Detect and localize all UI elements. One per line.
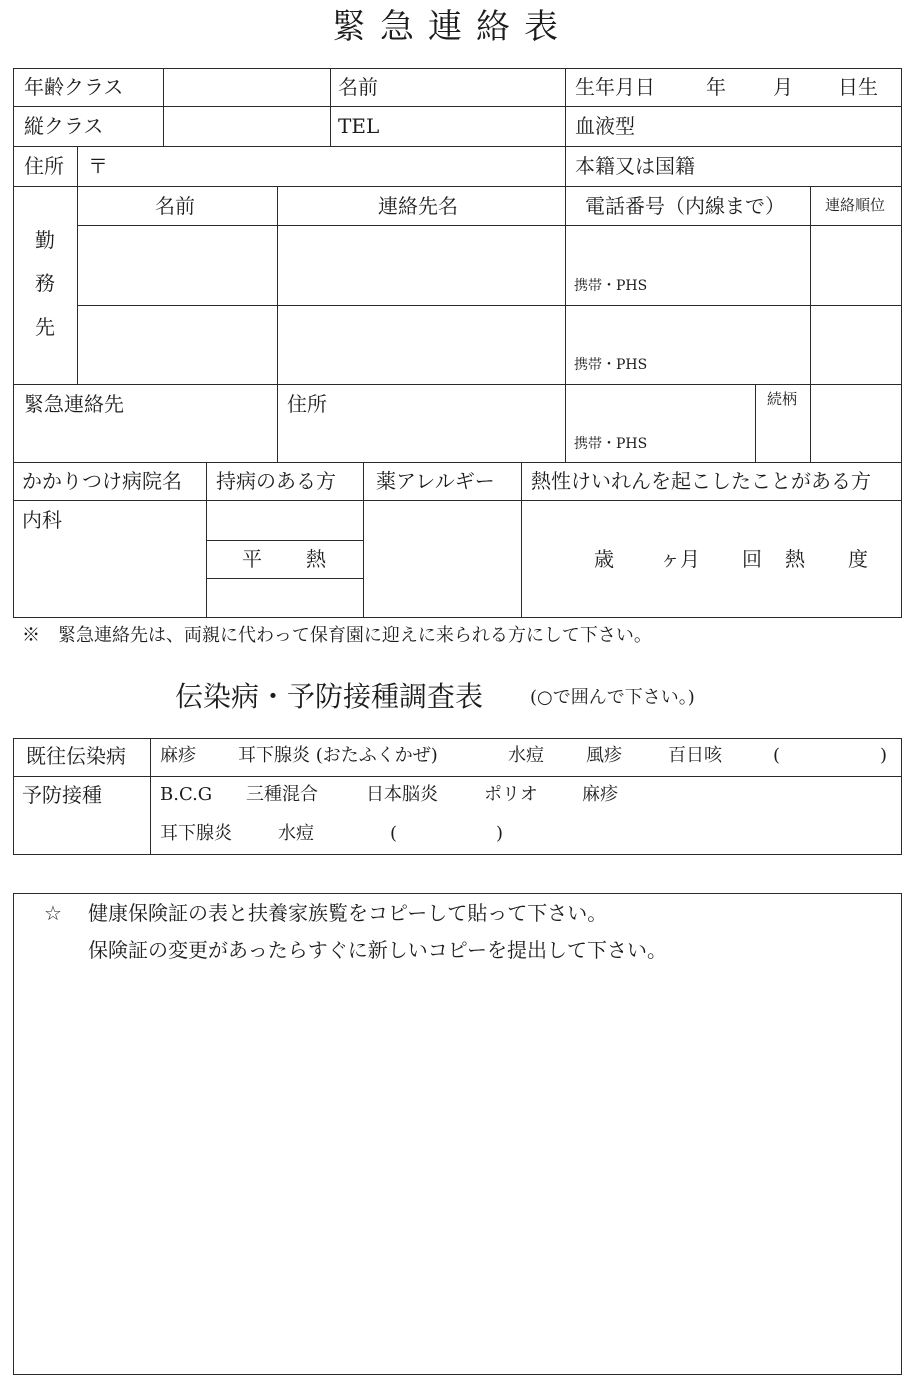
mobile-phs-label: 携帯・PHS <box>574 357 648 373</box>
workplace-label-char: 勤 <box>35 228 55 252</box>
contact-order-header: 連絡順位 <box>825 196 886 214</box>
emergency-contact-label: 緊急連絡先 <box>24 392 124 416</box>
birth-month-label: 月 <box>773 75 793 99</box>
history-item: 水痘 <box>508 745 544 766</box>
workplace-name-header: 名前 <box>155 194 195 218</box>
mobile-phs-label: 携帯・PHS <box>574 278 648 294</box>
vertical-class-label: 縦クラス <box>24 114 104 138</box>
workplace-contact-name-header: 連絡先名 <box>378 194 458 218</box>
vaccination-item: 麻疹 <box>582 784 618 805</box>
infection-survey-title: 伝染病・予防接種調査表 <box>175 680 484 713</box>
vaccination-item: ポリオ <box>484 784 538 805</box>
workplace-phone-header: 電話番号（内線まで） <box>585 194 785 218</box>
vaccination-item: 三種混合 <box>246 784 318 805</box>
workplace-label-char: 先 <box>35 315 55 339</box>
contact-table-border <box>13 68 902 618</box>
page-title: 緊急連絡表 <box>332 7 572 47</box>
seizure-fever: 熱 <box>785 547 805 571</box>
workplace-label-char: 務 <box>35 271 55 295</box>
infection-history-label: 既往伝染病 <box>26 744 126 768</box>
postal-mark: 〒 <box>88 154 108 178</box>
insurance-instruction: 保険証の変更があったらすぐに新しいコピーを提出して下さい。 <box>88 938 667 962</box>
emergency-note: ※ 緊急連絡先は、両親に代わって保育園に迎えに来られる方にして下さい。 <box>22 625 652 646</box>
infection-survey-subtitle: (○で囲んで下さい。) <box>530 687 695 708</box>
birth-year-label: 年 <box>706 75 726 99</box>
history-item: 耳下腺炎 (おたふくかぜ) <box>238 745 438 766</box>
name-label: 名前 <box>338 75 378 99</box>
history-paren-close: ) <box>880 745 888 766</box>
blood-type-label: 血液型 <box>575 114 635 138</box>
febrile-seizure-header: 熱性けいれんを起こしたことがある方 <box>531 469 871 493</box>
age-class-label: 年齢クラス <box>24 75 124 99</box>
normal-temp-label: 平 <box>242 547 262 571</box>
vaccination-item: 水痘 <box>278 823 314 844</box>
insurance-instruction: 健康保険証の表と扶養家族覧をコピーして貼って下さい。 <box>88 901 608 925</box>
mobile-phs-label: 携帯・PHS <box>574 436 648 452</box>
normal-temp-label: 熱 <box>306 547 326 571</box>
history-item: 麻疹 <box>160 745 196 766</box>
address-label: 住所 <box>24 154 64 178</box>
history-item: 百日咳 <box>668 745 722 766</box>
history-paren-open: ( <box>773 745 781 766</box>
seizure-age-months: ヶ月 <box>660 547 700 571</box>
relation-label: 続柄 <box>767 390 798 408</box>
vaccination-item: 耳下腺炎 <box>160 823 232 844</box>
seizure-degrees: 度 <box>848 547 868 571</box>
hospital-header: かかりつけ病院名 <box>22 469 182 493</box>
vaccination-item: 日本脳炎 <box>366 784 438 805</box>
infection-table-border <box>13 738 902 855</box>
drug-allergy-header: 薬アレルギー <box>376 469 495 493</box>
emergency-address-label: 住所 <box>287 392 327 416</box>
vaccination-paren-open: ( <box>390 823 398 844</box>
seizure-age-years: 歳 <box>594 547 614 571</box>
star-icon: ☆ <box>44 901 62 925</box>
birthdate-label: 生年月日 <box>575 75 655 99</box>
chronic-illness-header: 持病のある方 <box>216 469 336 493</box>
tel-label: TEL <box>338 114 380 138</box>
seizure-times: 回 <box>742 547 762 571</box>
vaccination-item: B.C.G <box>160 784 213 805</box>
history-item: 風疹 <box>586 745 622 766</box>
domicile-label: 本籍又は国籍 <box>575 154 695 178</box>
vaccination-label: 予防接種 <box>22 783 102 807</box>
internal-medicine-label: 内科 <box>22 508 62 532</box>
vaccination-paren-close: ) <box>496 823 504 844</box>
insurance-copy-border <box>13 893 902 1375</box>
birth-day-label: 日生 <box>838 75 878 99</box>
